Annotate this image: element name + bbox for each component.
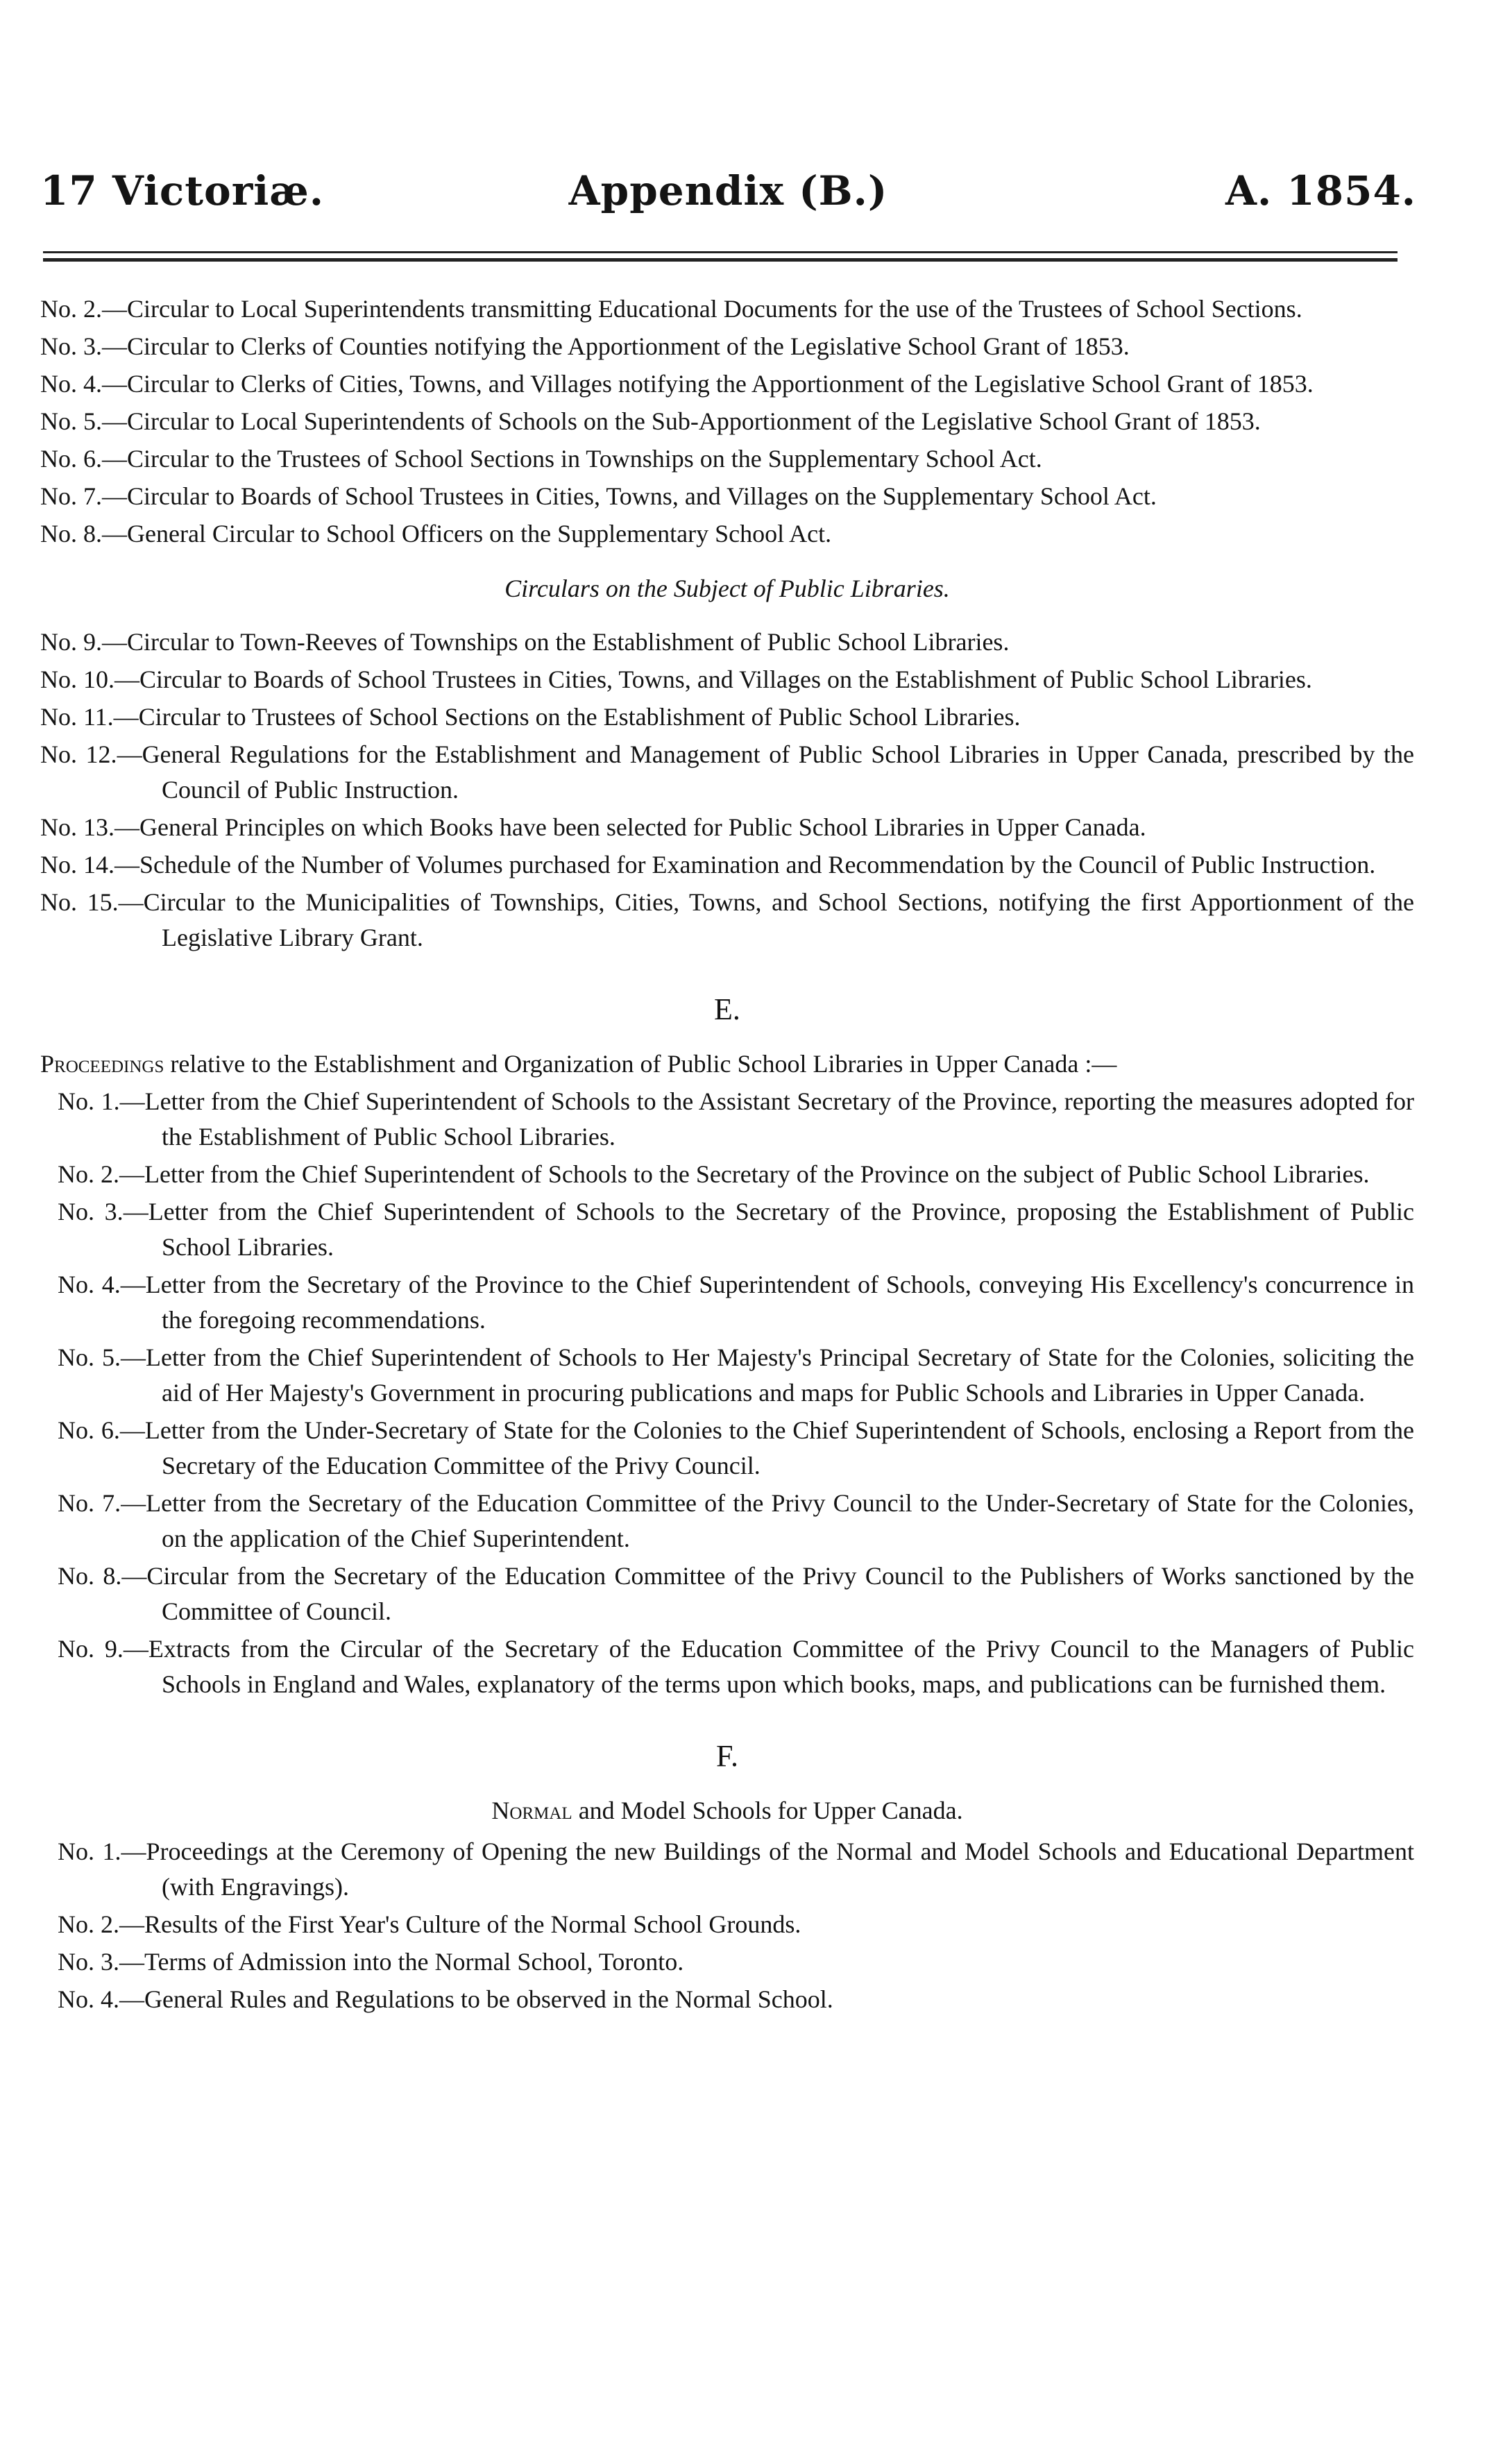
section-e-intro: Proceedings relative to the Establishment and Organization of Public School Libraries in Upper Canada :—: [40, 1050, 1117, 1078]
header-rule-thick: [43, 258, 1398, 262]
list-item: No. 12.—General Regulations for the Establishment and Management of Public School Libraries in Upper Canada, prescribed by the Council of Public Instruction.: [40, 740, 1415, 804]
list-item: No. 4.—General Rules and Regulations to be observed in the Normal School.: [58, 1985, 833, 2013]
list-item: No. 5.—Circular to Local Superintendents of Schools on the Sub-Apportionment of the Legislative School Grant of 1853.: [40, 407, 1261, 435]
list-item: No. 3.—Letter from the Chief Superintendent of Schools to the Secretary of the Province, proposing the Establishment of Public School Libraries.: [58, 1198, 1414, 1261]
list-item: No. 3.—Terms of Admission into the Normal School, Toronto.: [58, 1948, 684, 1976]
section-f-list: [40, 1834, 1414, 2017]
list-item: No. 9.—Extracts from the Circular of the Secretary of the Education Committee of the Privy Council to the Managers of Public Schools in England and Wales, explanatory of the terms upon which books, maps, and publications can be furnished them.: [58, 1635, 1415, 1698]
header-year: A. 1854.: [1225, 167, 1416, 214]
list-item: No. 8.—Circular from the Secretary of the Education Committee of the Privy Council to the Publishers of Works sanctioned by the Committee of Council.: [58, 1562, 1415, 1625]
list-item: No. 1.—Proceedings at the Ceremony of Opening the new Buildings of the Normal and Model Schools and Educational Department (with Engravings).: [58, 1838, 1414, 1901]
list-item: No. 5.—Letter from the Chief Superintendent of Schools to Her Majesty's Principal Secretary of State for the Colonies, soliciting the aid of Her Majesty's Government in procuring publications and maps for Public Schools and Libraries in Upper Canada.: [58, 1343, 1414, 1407]
header-rule-thin: [43, 251, 1398, 253]
list-item: No. 4.—Letter from the Secretary of the Province to the Chief Superintendent of Schools, conveying His Excellency's concurrence in the foregoing recommendations.: [58, 1271, 1414, 1334]
list-item: No. 7.—Letter from the Secretary of the Education Committee of the Privy Council to the Under-Secretary of State for the Colonies, on the application of the Chief Superintendent.: [58, 1489, 1415, 1552]
document-body: [40, 291, 1414, 2019]
part-d-list: [40, 291, 1414, 552]
section-f-heading: F.: [716, 1739, 738, 1773]
section-f-subheading: Normal and Model Schools for Upper Canada.: [491, 1797, 963, 1824]
list-item: No. 11.—Circular to Trustees of School Sections on the Establishment of Public School Libraries.: [40, 703, 1021, 731]
library-circulars-list: [40, 625, 1414, 956]
list-item: No. 14.—Schedule of the Number of Volumes purchased for Examination and Recommendation by the Council of Public Instruction.: [40, 851, 1376, 879]
list-item: No. 13.—General Principles on which Books have been selected for Public School Libraries in Upper Canada.: [40, 813, 1146, 841]
list-item: No. 6.—Circular to the Trustees of School Sections in Townships on the Supplementary School Act.: [40, 445, 1042, 473]
list-item: No. 10.—Circular to Boards of School Trustees in Cities, Towns, and Villages on the Establishment of Public School Libraries.: [40, 665, 1312, 693]
header-session: 17 Victoriæ.: [40, 167, 325, 214]
libraries-subheading: Circulars on the Subject of Public Libraries.: [504, 575, 950, 602]
section-e-list: [40, 1084, 1414, 1702]
header-appendix: Appendix (B.): [568, 167, 888, 214]
list-item: No. 9.—Circular to Town-Reeves of Townships on the Establishment of Public School Libraries.: [40, 628, 1010, 656]
list-item: No. 7.—Circular to Boards of School Trustees in Cities, Towns, and Villages on the Supplementary School Act.: [40, 482, 1157, 510]
list-item: No. 2.—Circular to Local Superintendents transmitting Educational Documents for the use of the Trustees of School Sections.: [40, 295, 1302, 323]
list-item: No. 2.—Results of the First Year's Culture of the Normal School Grounds.: [58, 1910, 801, 1938]
list-item: No. 2.—Letter from the Chief Superintendent of Schools to the Secretary of the Province on the subject of Public School Libraries.: [58, 1160, 1370, 1188]
list-item: No. 1.—Letter from the Chief Superintendent of Schools to the Assistant Secretary of the Province, reporting the measures adopted for the Establishment of Public School Libraries.: [58, 1087, 1414, 1151]
list-item: No. 6.—Letter from the Under-Secretary of State for the Colonies to the Chief Superintendent of Schools, enclosing a Report from the Secretary of the Education Committee of the Privy Council.: [58, 1416, 1414, 1479]
section-e-heading: E.: [714, 992, 740, 1026]
list-item: No. 4.—Circular to Clerks of Cities, Towns, and Villages notifying the Apportionment of the Legislative School Grant of 1853.: [40, 370, 1314, 398]
page-header: [40, 167, 1416, 229]
list-item: No. 8.—General Circular to School Officers on the Supplementary School Act.: [40, 520, 832, 548]
list-item: No. 3.—Circular to Clerks of Counties notifying the Apportionment of the Legislative School Grant of 1853.: [40, 332, 1130, 360]
list-item: No. 15.—Circular to the Municipalities of Townships, Cities, Towns, and School Sections, notifying the first Apportionment of the Legislative Library Grant.: [40, 888, 1415, 951]
